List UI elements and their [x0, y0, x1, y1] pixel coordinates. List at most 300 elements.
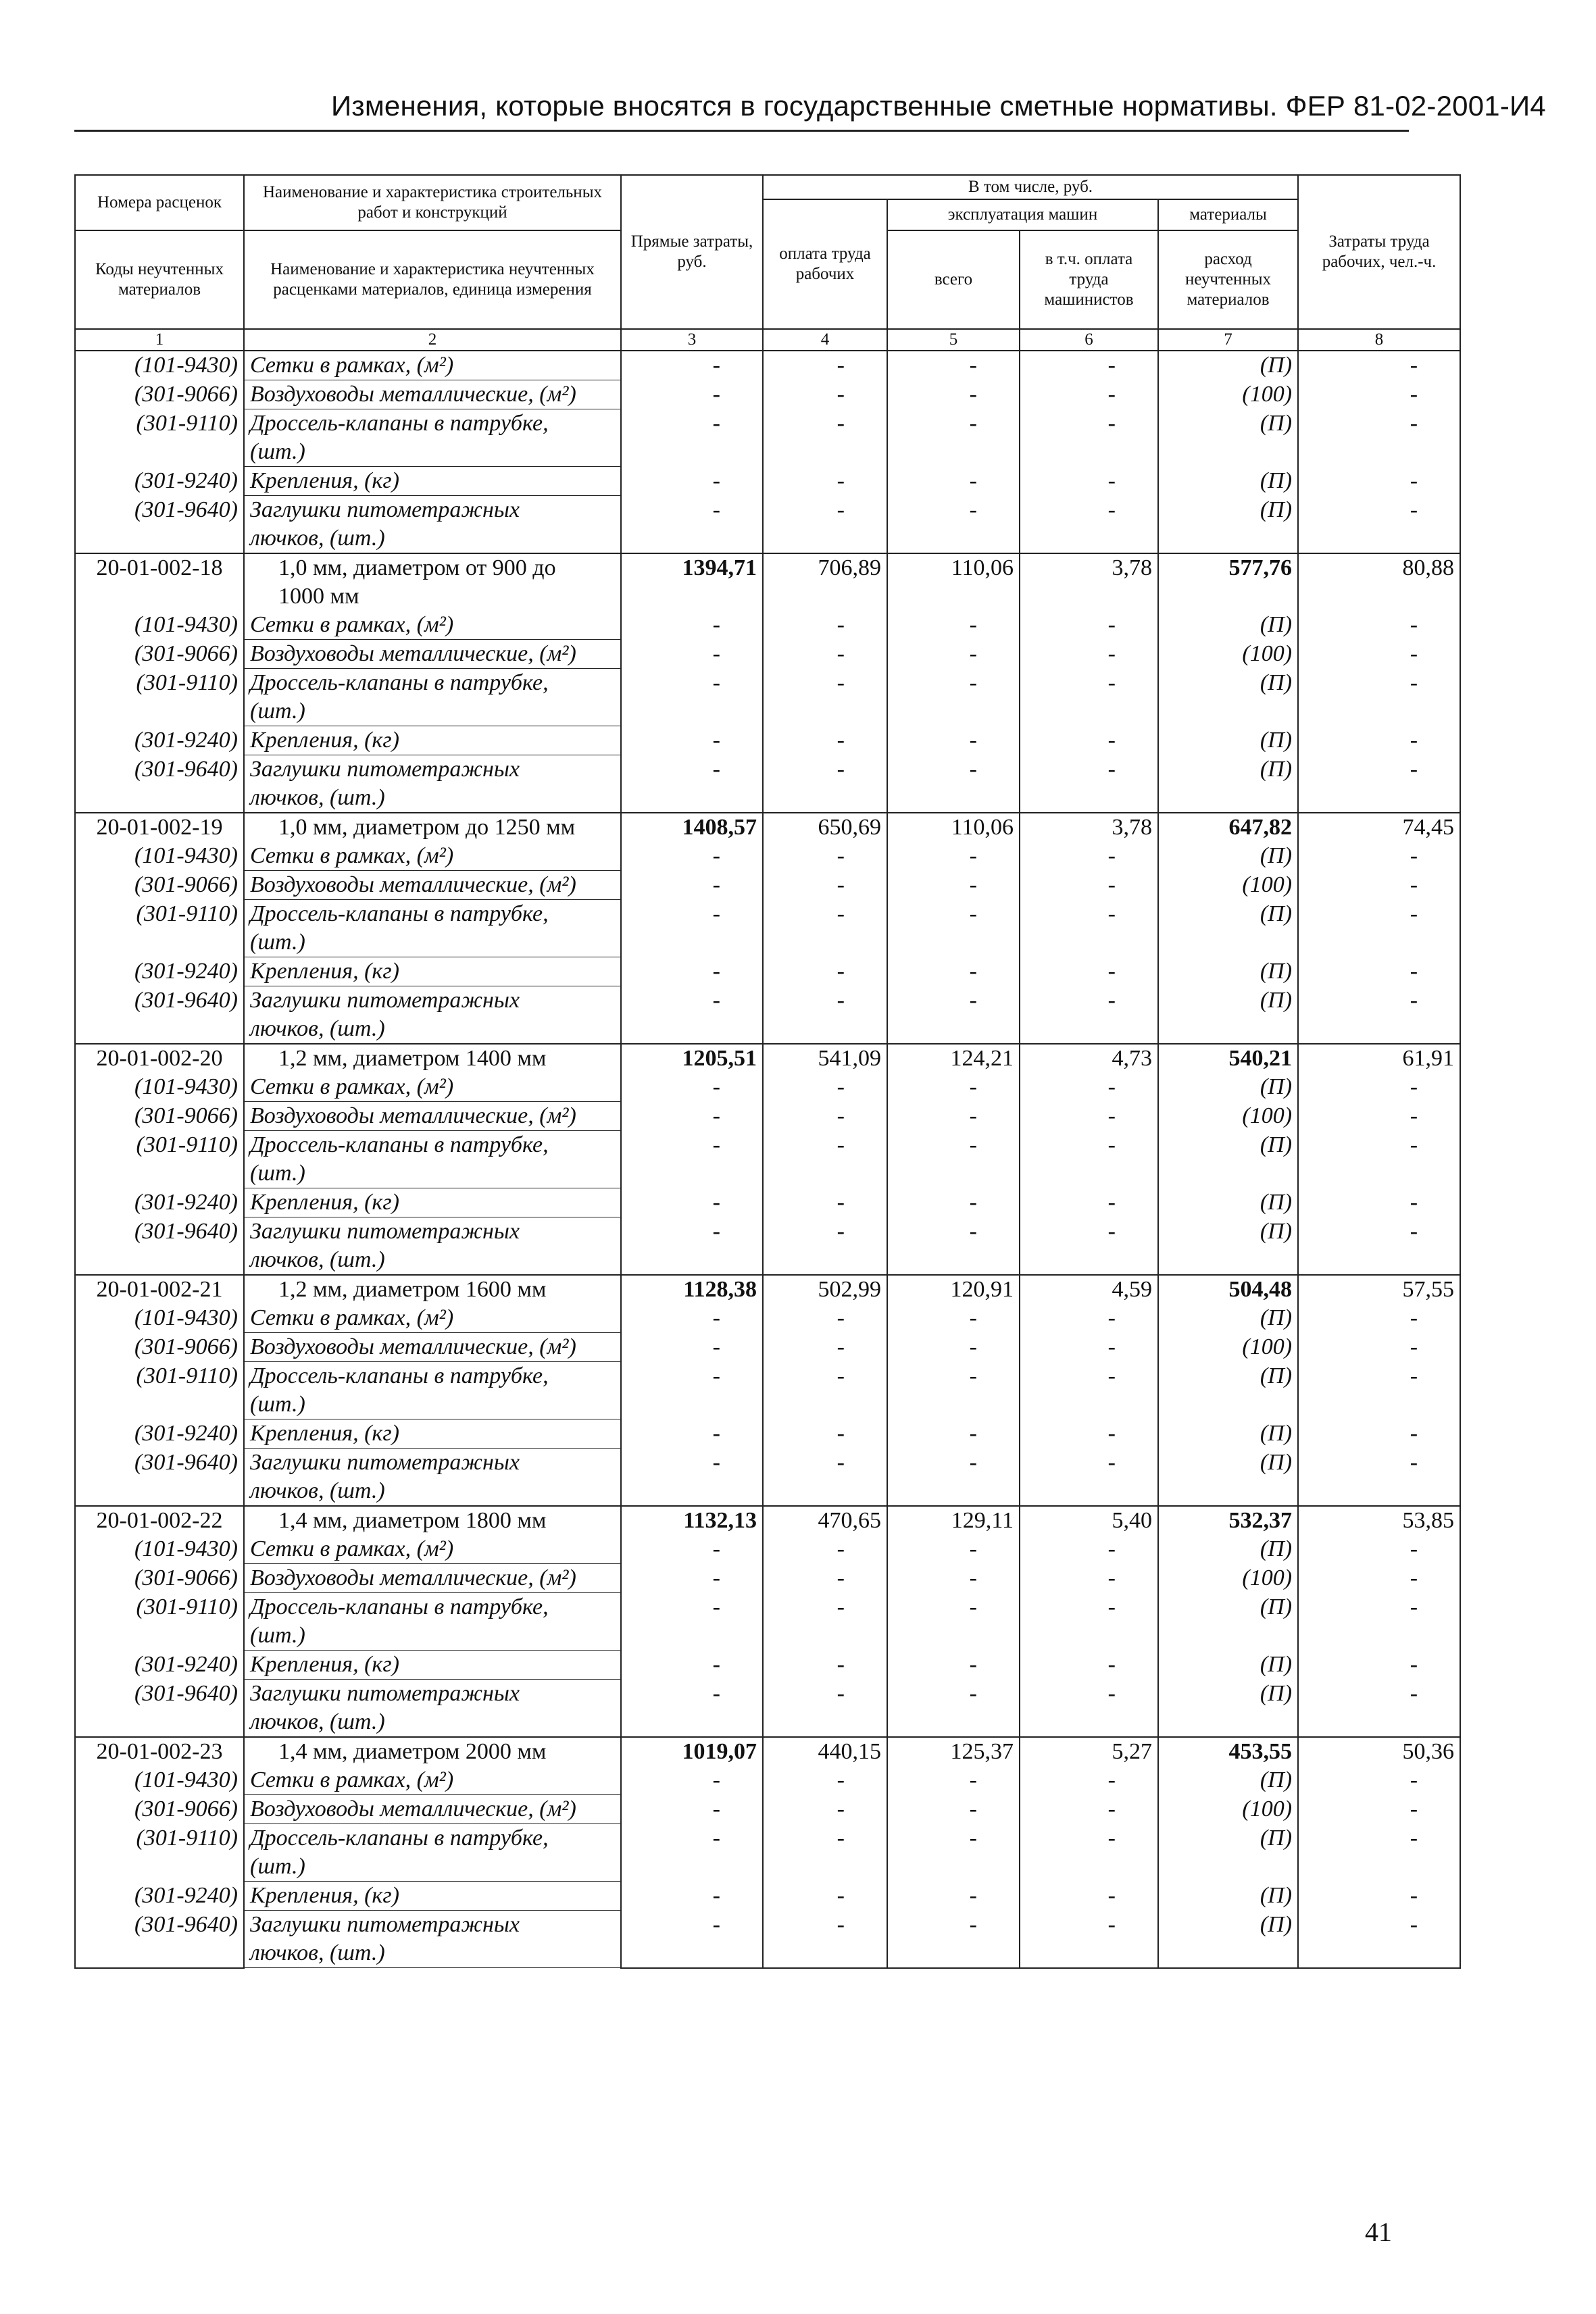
dash-cell: -: [763, 900, 887, 957]
dash-cell: -: [887, 1217, 1020, 1276]
material-row: [75, 755, 1460, 813]
dash-cell: -: [621, 496, 763, 554]
material-name-line: (шт.): [250, 1854, 305, 1879]
material-name-line: Сетки в рамках, (м²): [250, 1767, 454, 1792]
wages-value: 440,15: [763, 1737, 887, 1766]
dash-cell: -: [763, 842, 887, 871]
material-name: [244, 1911, 621, 1968]
material-code: (101-9430): [75, 1304, 244, 1333]
material-name-line: Заглушки питометражных: [250, 1912, 520, 1937]
material-name-line: Воздуховоды металлические, (м²): [250, 872, 576, 897]
dash-cell: -: [1298, 1824, 1460, 1882]
dash-cell: -: [1020, 1304, 1158, 1333]
dash-cell: -: [763, 1333, 887, 1362]
material-name-line: Заглушки питометражных: [250, 497, 520, 522]
dash-cell: -: [887, 1449, 1020, 1507]
dash-cell: -: [887, 1882, 1020, 1911]
material-code: (101-9430): [75, 1535, 244, 1564]
dash-cell: -: [887, 1102, 1020, 1131]
dash-cell: -: [621, 1882, 763, 1911]
norm-name-line: 1,4 мм, диаметром 2000 мм: [278, 1739, 547, 1764]
material-name: [244, 1593, 621, 1651]
machinist-wages-value: 5,27: [1020, 1737, 1158, 1766]
wages-value: 502,99: [763, 1275, 887, 1304]
dash-cell: -: [1298, 1449, 1460, 1507]
material-name: [244, 380, 621, 409]
dash-cell: -: [621, 1911, 763, 1968]
material-qty: (П): [1158, 1651, 1298, 1680]
machines-value: 120,91: [887, 1275, 1020, 1304]
direct-costs: 1205,51: [621, 1044, 763, 1073]
dash-cell: -: [621, 640, 763, 669]
dash-cell: -: [621, 1449, 763, 1507]
material-code: (301-9066): [75, 380, 244, 409]
material-qty: (П): [1158, 726, 1298, 755]
material-name: [244, 1651, 621, 1680]
norm-name: [244, 1275, 621, 1304]
norm-row: [75, 1275, 1460, 1304]
dash-cell: -: [763, 1911, 887, 1968]
material-name-line: Сетки в рамках, (м²): [250, 612, 454, 637]
material-name-line: Крепления, (кг): [250, 1883, 399, 1908]
material-name-line: лючков, (шт.): [250, 526, 385, 551]
material-name-line: Воздуховоды металлические, (м²): [250, 641, 576, 666]
dash-cell: -: [1298, 1911, 1460, 1968]
head-col1-bottom: Коды неучтенных материалов: [75, 230, 244, 329]
material-row: [75, 1304, 1460, 1333]
material-row: [75, 1449, 1460, 1507]
dash-cell: -: [887, 1131, 1020, 1188]
norm-name: [244, 1737, 621, 1766]
dash-cell: -: [1298, 1073, 1460, 1102]
norm-code: 20-01-002-20: [75, 1044, 244, 1073]
material-code: (101-9430): [75, 1073, 244, 1102]
materials-value: 577,76: [1158, 553, 1298, 611]
norm-name-line: 1,2 мм, диаметром 1600 мм: [278, 1277, 547, 1302]
material-code: (301-9640): [75, 1680, 244, 1738]
material-code: (301-9240): [75, 1419, 244, 1449]
dash-cell: -: [621, 409, 763, 467]
dash-cell: -: [887, 957, 1020, 986]
material-row: [75, 669, 1460, 726]
dash-cell: -: [1298, 1564, 1460, 1593]
dash-cell: -: [621, 1362, 763, 1419]
norm-name: [244, 1044, 621, 1073]
dash-cell: -: [887, 1188, 1020, 1217]
norm-name-line: 1,0 мм, диаметром до 1250 мм: [278, 815, 576, 840]
dash-cell: -: [1020, 1333, 1158, 1362]
material-qty: (П): [1158, 669, 1298, 726]
dash-cell: -: [621, 1073, 763, 1102]
head-machines-all: всего: [887, 230, 1020, 329]
material-name: [244, 1102, 621, 1131]
material-name-line: Воздуховоды металлические, (м²): [250, 1796, 576, 1821]
material-code: (301-9110): [75, 669, 244, 726]
dash-cell: -: [621, 1651, 763, 1680]
machinist-wages-value: 5,40: [1020, 1506, 1158, 1535]
dash-cell: -: [621, 1131, 763, 1188]
material-code: (301-9640): [75, 1217, 244, 1276]
material-row: [75, 1824, 1460, 1882]
materials-value: 504,48: [1158, 1275, 1298, 1304]
dash-cell: -: [621, 669, 763, 726]
dash-cell: -: [621, 351, 763, 380]
material-qty: (П): [1158, 1535, 1298, 1564]
table-header: [75, 175, 1460, 351]
material-name: [244, 1680, 621, 1738]
dash-cell: -: [1298, 351, 1460, 380]
material-code: (301-9240): [75, 467, 244, 496]
dash-cell: -: [1020, 1564, 1158, 1593]
machines-value: 129,11: [887, 1506, 1020, 1535]
head-col1-top: Номера расценок: [75, 175, 244, 230]
material-name-line: Сетки в рамках, (м²): [250, 1536, 454, 1561]
dash-cell: -: [1298, 1882, 1460, 1911]
material-qty: (П): [1158, 1824, 1298, 1882]
dash-cell: -: [621, 1333, 763, 1362]
direct-costs: 1128,38: [621, 1275, 763, 1304]
machines-value: 110,06: [887, 813, 1020, 842]
material-row: [75, 900, 1460, 957]
norm-row: [75, 813, 1460, 842]
material-name-line: Воздуховоды металлические, (м²): [250, 1103, 576, 1128]
material-name-line: лючков, (шт.): [250, 1478, 385, 1503]
dash-cell: -: [1020, 1535, 1158, 1564]
dash-cell: -: [1298, 755, 1460, 813]
material-row: [75, 726, 1460, 755]
dash-cell: -: [763, 957, 887, 986]
dash-cell: -: [621, 986, 763, 1045]
dash-cell: -: [763, 755, 887, 813]
dash-cell: -: [1020, 1449, 1158, 1507]
dash-cell: -: [887, 1651, 1020, 1680]
dash-cell: -: [1020, 986, 1158, 1045]
dash-cell: -: [763, 611, 887, 640]
dash-cell: -: [763, 1882, 887, 1911]
material-code: (301-9640): [75, 755, 244, 813]
material-code: (301-9640): [75, 986, 244, 1045]
material-name-line: (шт.): [250, 1161, 305, 1186]
material-name: [244, 496, 621, 554]
material-code: (301-9066): [75, 640, 244, 669]
material-name-line: Заглушки питометражных: [250, 988, 520, 1013]
norm-name-line: 1000 мм: [278, 584, 359, 609]
dash-cell: -: [1020, 1073, 1158, 1102]
material-name-line: Крепления, (кг): [250, 1652, 399, 1677]
materials-value: 532,37: [1158, 1506, 1298, 1535]
material-qty: (П): [1158, 842, 1298, 871]
norm-name-line: 1,0 мм, диаметром от 900 до: [278, 555, 556, 580]
dash-cell: -: [887, 900, 1020, 957]
material-code: (301-9110): [75, 409, 244, 467]
dash-cell: -: [763, 669, 887, 726]
material-name-line: лючков, (шт.): [250, 1940, 385, 1965]
labor-value: 80,88: [1298, 553, 1460, 611]
dash-cell: -: [1020, 496, 1158, 554]
norm-name: [244, 553, 621, 611]
material-qty: (П): [1158, 409, 1298, 467]
dash-cell: -: [887, 669, 1020, 726]
dash-cell: -: [1298, 1766, 1460, 1795]
material-qty: (П): [1158, 1362, 1298, 1419]
head-num: 2: [244, 329, 621, 351]
dash-cell: -: [887, 467, 1020, 496]
head-num: 6: [1020, 329, 1158, 351]
head-machines: эксплуатация машин: [887, 199, 1158, 230]
materials-value: 647,82: [1158, 813, 1298, 842]
dash-cell: -: [621, 1680, 763, 1738]
dash-cell: -: [887, 1593, 1020, 1651]
material-name: [244, 1333, 621, 1362]
material-row: [75, 496, 1460, 554]
material-qty: (П): [1158, 1911, 1298, 1968]
material-qty: (П): [1158, 467, 1298, 496]
dash-cell: -: [1020, 1419, 1158, 1449]
wages-value: 470,65: [763, 1506, 887, 1535]
material-name: [244, 1304, 621, 1333]
material-name: [244, 1535, 621, 1564]
dash-cell: -: [621, 1535, 763, 1564]
material-row: [75, 351, 1460, 380]
dash-cell: -: [1020, 871, 1158, 900]
dash-cell: -: [1020, 1362, 1158, 1419]
material-row: [75, 409, 1460, 467]
material-qty: (П): [1158, 1304, 1298, 1333]
dash-cell: -: [1298, 409, 1460, 467]
dash-cell: -: [1298, 986, 1460, 1045]
dash-cell: -: [1298, 1333, 1460, 1362]
material-name: [244, 1362, 621, 1419]
dash-cell: -: [1020, 409, 1158, 467]
material-qty: (П): [1158, 1131, 1298, 1188]
dash-cell: -: [763, 871, 887, 900]
material-name: [244, 669, 621, 726]
norm-code: 20-01-002-19: [75, 813, 244, 842]
dash-cell: -: [1020, 842, 1158, 871]
dash-cell: -: [887, 1333, 1020, 1362]
dash-cell: -: [1298, 1304, 1460, 1333]
dash-cell: -: [887, 1824, 1020, 1882]
material-name-line: Дроссель-клапаны в патрубке,: [250, 1132, 549, 1157]
material-name-line: Заглушки питометражных: [250, 757, 520, 782]
material-name-line: лючков, (шт.): [250, 785, 385, 810]
material-name: [244, 755, 621, 813]
dash-cell: -: [887, 1911, 1020, 1968]
dash-cell: -: [1020, 755, 1158, 813]
material-row: [75, 1882, 1460, 1911]
material-qty: (100): [1158, 1333, 1298, 1362]
dash-cell: -: [621, 900, 763, 957]
dash-cell: -: [1298, 842, 1460, 871]
dash-cell: -: [621, 1766, 763, 1795]
head-labor: Затраты труда рабочих, чел.-ч.: [1298, 175, 1460, 329]
material-row: [75, 1795, 1460, 1824]
material-qty: (100): [1158, 871, 1298, 900]
dash-cell: -: [763, 409, 887, 467]
wages-value: 541,09: [763, 1044, 887, 1073]
dash-cell: -: [887, 1535, 1020, 1564]
material-name-line: (шт.): [250, 1392, 305, 1417]
labor-value: 53,85: [1298, 1506, 1460, 1535]
material-name: [244, 1419, 621, 1449]
page-number: 41: [1365, 2217, 1392, 2247]
head-num: 8: [1298, 329, 1460, 351]
dash-cell: -: [621, 1304, 763, 1333]
material-name: [244, 409, 621, 467]
dash-cell: -: [887, 842, 1020, 871]
dash-cell: -: [1298, 1217, 1460, 1276]
machines-value: 110,06: [887, 553, 1020, 611]
dash-cell: -: [1298, 496, 1460, 554]
dash-cell: -: [887, 611, 1020, 640]
norm-name: [244, 1506, 621, 1535]
dash-cell: -: [621, 1188, 763, 1217]
dash-cell: -: [887, 1766, 1020, 1795]
dash-cell: -: [763, 986, 887, 1045]
material-row: [75, 957, 1460, 986]
materials-value: 453,55: [1158, 1737, 1298, 1766]
material-name: [244, 1795, 621, 1824]
material-row: [75, 986, 1460, 1045]
material-row: [75, 842, 1460, 871]
material-qty: (100): [1158, 1564, 1298, 1593]
wages-value: 706,89: [763, 553, 887, 611]
direct-costs: 1019,07: [621, 1737, 763, 1766]
dash-cell: -: [887, 1419, 1020, 1449]
norm-name: [244, 813, 621, 842]
dash-cell: -: [1298, 1593, 1460, 1651]
material-row: [75, 871, 1460, 900]
material-row: [75, 1333, 1460, 1362]
material-code: (101-9430): [75, 842, 244, 871]
labor-value: 57,55: [1298, 1275, 1460, 1304]
material-name-line: Сетки в рамках, (м²): [250, 1305, 454, 1330]
material-row: [75, 640, 1460, 669]
dash-cell: -: [1298, 957, 1460, 986]
dash-cell: -: [1298, 467, 1460, 496]
dash-cell: -: [1298, 726, 1460, 755]
material-name: [244, 1824, 621, 1882]
material-qty: (П): [1158, 496, 1298, 554]
material-name: [244, 900, 621, 957]
dash-cell: -: [1020, 351, 1158, 380]
material-code: (101-9430): [75, 351, 244, 380]
material-row: [75, 1651, 1460, 1680]
dash-cell: -: [887, 755, 1020, 813]
dash-cell: -: [763, 1449, 887, 1507]
dash-cell: -: [763, 726, 887, 755]
dash-cell: -: [763, 351, 887, 380]
dash-cell: -: [1020, 1593, 1158, 1651]
dash-cell: -: [1298, 1535, 1460, 1564]
material-code: (301-9066): [75, 1102, 244, 1131]
head-machines-wages: в т.ч. оплата труда машинистов: [1020, 230, 1158, 329]
material-name: [244, 986, 621, 1045]
dash-cell: -: [763, 1680, 887, 1738]
head-num: 4: [763, 329, 887, 351]
material-qty: (П): [1158, 1593, 1298, 1651]
material-qty: (П): [1158, 1449, 1298, 1507]
material-name: [244, 640, 621, 669]
material-code: (301-9110): [75, 1131, 244, 1188]
dash-cell: -: [887, 1795, 1020, 1824]
dash-cell: -: [763, 1188, 887, 1217]
dash-cell: -: [621, 467, 763, 496]
dash-cell: -: [887, 409, 1020, 467]
dash-cell: -: [763, 1824, 887, 1882]
material-name-line: Крепления, (кг): [250, 1190, 399, 1215]
material-code: (301-9240): [75, 726, 244, 755]
dash-cell: -: [1020, 1217, 1158, 1276]
dash-cell: -: [1298, 900, 1460, 957]
machinist-wages-value: 3,78: [1020, 553, 1158, 611]
wages-value: 650,69: [763, 813, 887, 842]
material-name-line: Крепления, (кг): [250, 1421, 399, 1446]
material-name-line: Воздуховоды металлические, (м²): [250, 1565, 576, 1590]
material-name-line: Крепления, (кг): [250, 468, 399, 493]
material-name-line: лючков, (шт.): [250, 1709, 385, 1734]
direct-costs: 1394,71: [621, 553, 763, 611]
dash-cell: -: [1020, 640, 1158, 669]
material-name: [244, 726, 621, 755]
material-qty: (100): [1158, 1795, 1298, 1824]
material-name-line: (шт.): [250, 439, 305, 464]
material-name-line: Заглушки питометражных: [250, 1681, 520, 1706]
dash-cell: -: [621, 1824, 763, 1882]
dash-cell: -: [763, 496, 887, 554]
dash-cell: -: [887, 1073, 1020, 1102]
material-code: (101-9430): [75, 611, 244, 640]
material-qty: (П): [1158, 900, 1298, 957]
material-qty: (П): [1158, 611, 1298, 640]
material-qty: (П): [1158, 1766, 1298, 1795]
page-title: Изменения, которые вносятся в государственные сметные нормативы. ФЕР 81-02-2001-И4: [331, 90, 1546, 122]
dash-cell: -: [887, 726, 1020, 755]
dash-cell: -: [1020, 1824, 1158, 1882]
dash-cell: -: [1020, 1766, 1158, 1795]
material-row: [75, 1131, 1460, 1188]
material-name-line: (шт.): [250, 699, 305, 724]
norm-row: [75, 1737, 1460, 1766]
header-rule: [74, 130, 1409, 132]
table-body: [75, 351, 1460, 1968]
head-wages: оплата труда рабочих: [763, 199, 887, 329]
dash-cell: -: [763, 1766, 887, 1795]
materials-value: 540,21: [1158, 1044, 1298, 1073]
dash-cell: -: [887, 1680, 1020, 1738]
dash-cell: -: [763, 380, 887, 409]
dash-cell: -: [763, 1102, 887, 1131]
dash-cell: -: [887, 871, 1020, 900]
dash-cell: -: [887, 1304, 1020, 1333]
dash-cell: -: [1298, 1188, 1460, 1217]
material-name-line: Воздуховоды металлические, (м²): [250, 1334, 576, 1359]
dash-cell: -: [1298, 640, 1460, 669]
dash-cell: -: [1298, 1419, 1460, 1449]
dash-cell: -: [763, 640, 887, 669]
dash-cell: -: [763, 1593, 887, 1651]
head-num: 3: [621, 329, 763, 351]
labor-value: 61,91: [1298, 1044, 1460, 1073]
material-name-line: Дроссель-клапаны в патрубке,: [250, 670, 549, 695]
material-name: [244, 842, 621, 871]
dash-cell: -: [1020, 611, 1158, 640]
material-name-line: Дроссель-клапаны в патрубке,: [250, 901, 549, 926]
material-row: [75, 1766, 1460, 1795]
material-row: [75, 380, 1460, 409]
dash-cell: -: [763, 1419, 887, 1449]
material-qty: (П): [1158, 1882, 1298, 1911]
